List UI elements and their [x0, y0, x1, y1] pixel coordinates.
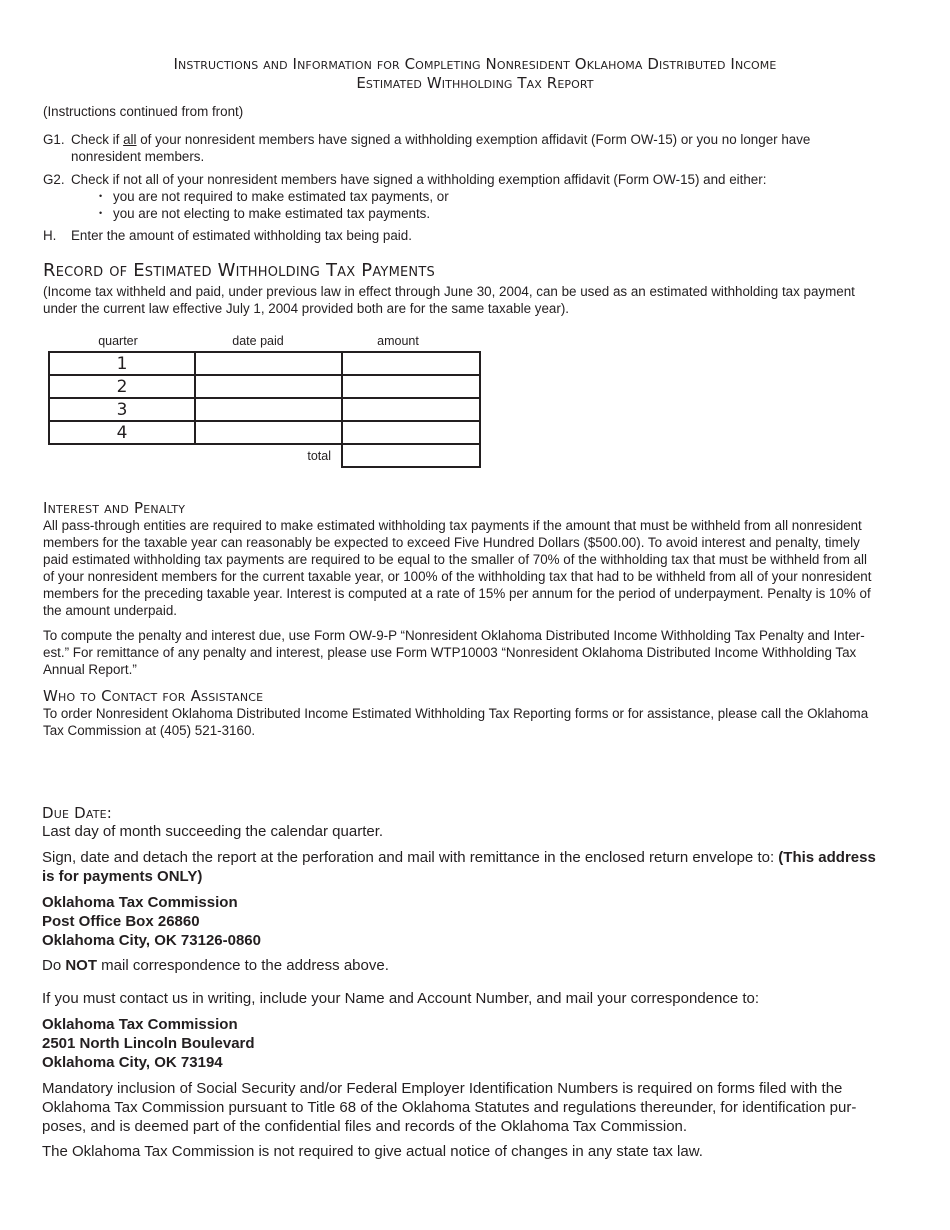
record-note: (Income tax withheld and paid, under previous law in effect through June 30, 2004, can be used as an estimated withholding tax payment under the current law effective July 1, 2004 provided both are for the same taxable year). [43, 284, 855, 316]
amount-field[interactable] [342, 421, 480, 444]
mandatory-paragraph: Mandatory inclusion of Social Security and/or Federal Employer Identification Numbers is required on forms filed with the Oklahoma Tax Commission pursuant to Title 68 of the Oklahoma Statutes and regulations thereunder, for identification pur- poses, and is deemed part of the confidential files and records of the Oklahoma Tax Commission. [42, 1080, 857, 1135]
payment-address: Oklahoma Tax Commission Post Office Box 26860 Oklahoma City, OK 73126-0860 [42, 894, 261, 949]
notice-text: The Oklahoma Tax Commission is not required to give actual notice of changes in any state tax law. [42, 1143, 703, 1160]
quarter-cell: 2 [49, 375, 195, 398]
table-row [49, 421, 480, 444]
g1-emphasis: all [123, 132, 137, 147]
page-title [0, 55, 950, 93]
h-label: H. [43, 228, 57, 243]
table-row [49, 398, 480, 421]
due-date-heading: Due Date: [42, 804, 113, 822]
continued-note: (Instructions continued from front) [43, 104, 244, 119]
date-paid-field[interactable] [195, 398, 342, 421]
amount-field[interactable] [342, 375, 480, 398]
date-paid-field[interactable] [195, 375, 342, 398]
instruction-g1: G1. Check if all of your nonresident members have signed a withholding exemption affidavit (Form OW-15) or you no longer have nonresident members. [43, 132, 811, 164]
date-paid-field[interactable] [195, 352, 342, 375]
g2-bullet: • you are not required to make estimated tax payments, or [43, 188, 923, 205]
interest-paragraph: All pass-through entities are required to make estimated withholding tax payments if the amount that must be withheld from all nonresident members for the taxable year can reasonably be expected to exceed Five Hundred Dollars ($500.00). To avoid interest and penalty, timely paid estimated withholding tax payments are required to be equal to the smaller of 70% of the withholding tax that must be withheld from all of your nonresident members for the current taxable year, or 100% of the withholding tax that had to be withheld from all of your nonresident members for the preceding taxable year. Interest is computed at a rate of 15% per annum for the period of underpayment. Penalty is 10% of the amount underpaid. [43, 518, 872, 618]
quarter-cell: 1 [49, 352, 195, 375]
do-not-mail-note: Do NOT mail correspondence to the address above. [42, 957, 389, 974]
instruction-h: H. Enter the amount of estimated withholding tax being paid. [43, 228, 412, 243]
total-row [49, 444, 480, 467]
correspondence-address: Oklahoma Tax Commission 2501 North Lincoln Boulevard Oklahoma City, OK 73194 [42, 1016, 255, 1071]
record-column-headers [48, 332, 472, 350]
col-header-amount: amount [377, 334, 419, 348]
amount-field[interactable] [342, 352, 480, 375]
contact-heading: Who to Contact for Assistance [43, 687, 264, 705]
g1-label: G1. [43, 132, 65, 147]
page-title-line1: Instructions and Information for Completing Nonresident Oklahoma Distributed Income [173, 55, 777, 73]
compute-paragraph: To compute the penalty and interest due, use Form OW-9-P “Nonresident Oklahoma Distributed Income Withholding Tax Penalty and Inter- est.” For remittance of any penalty and interest, please use Form WTP10003 “Nonresident Oklahoma Distributed Income Withholding Tax Annual Report.” [43, 628, 865, 677]
g2-bullet: • you are not electing to make estimated tax payments. [43, 205, 923, 222]
record-heading: Record of Estimated Withholding Tax Payments [43, 260, 435, 281]
g2-label: G2. [43, 172, 65, 187]
contact-paragraph: To order Nonresident Oklahoma Distributed Income Estimated Withholding Tax Reporting forms or for assistance, please call the Oklahoma Tax Commission at (405) 521-3160. [43, 706, 869, 738]
sign-instructions: Sign, date and detach the report at the perforation and mail with remittance in the enclosed return envelope to: (This address is for payments ONLY) [42, 849, 876, 885]
quarter-cell: 3 [49, 398, 195, 421]
quarter-cell: 4 [49, 421, 195, 444]
date-paid-field[interactable] [195, 421, 342, 444]
payment-record-table [48, 351, 481, 468]
col-header-date-paid: date paid [232, 334, 284, 348]
amount-field[interactable] [342, 398, 480, 421]
col-header-quarter: quarter [98, 334, 138, 348]
total-label: total [307, 449, 331, 463]
interest-heading: Interest and Penalty [43, 499, 186, 517]
table-row [49, 352, 480, 375]
correspondence-note: If you must contact us in writing, include your Name and Account Number, and mail your correspondence to: [42, 990, 760, 1007]
page-title-line2: Estimated Withholding Tax Report [356, 74, 594, 92]
total-amount-field[interactable] [342, 444, 480, 467]
table-row [49, 375, 480, 398]
due-date-text: Last day of month succeeding the calendar quarter. [42, 823, 384, 840]
instruction-g2: G2. Check if not all of your nonresident members have signed a withholding exemption affidavit (Form OW-15) and either: • you are not required to make estimated tax payments, or • you are not electing to make estimated tax payments. [43, 171, 923, 222]
